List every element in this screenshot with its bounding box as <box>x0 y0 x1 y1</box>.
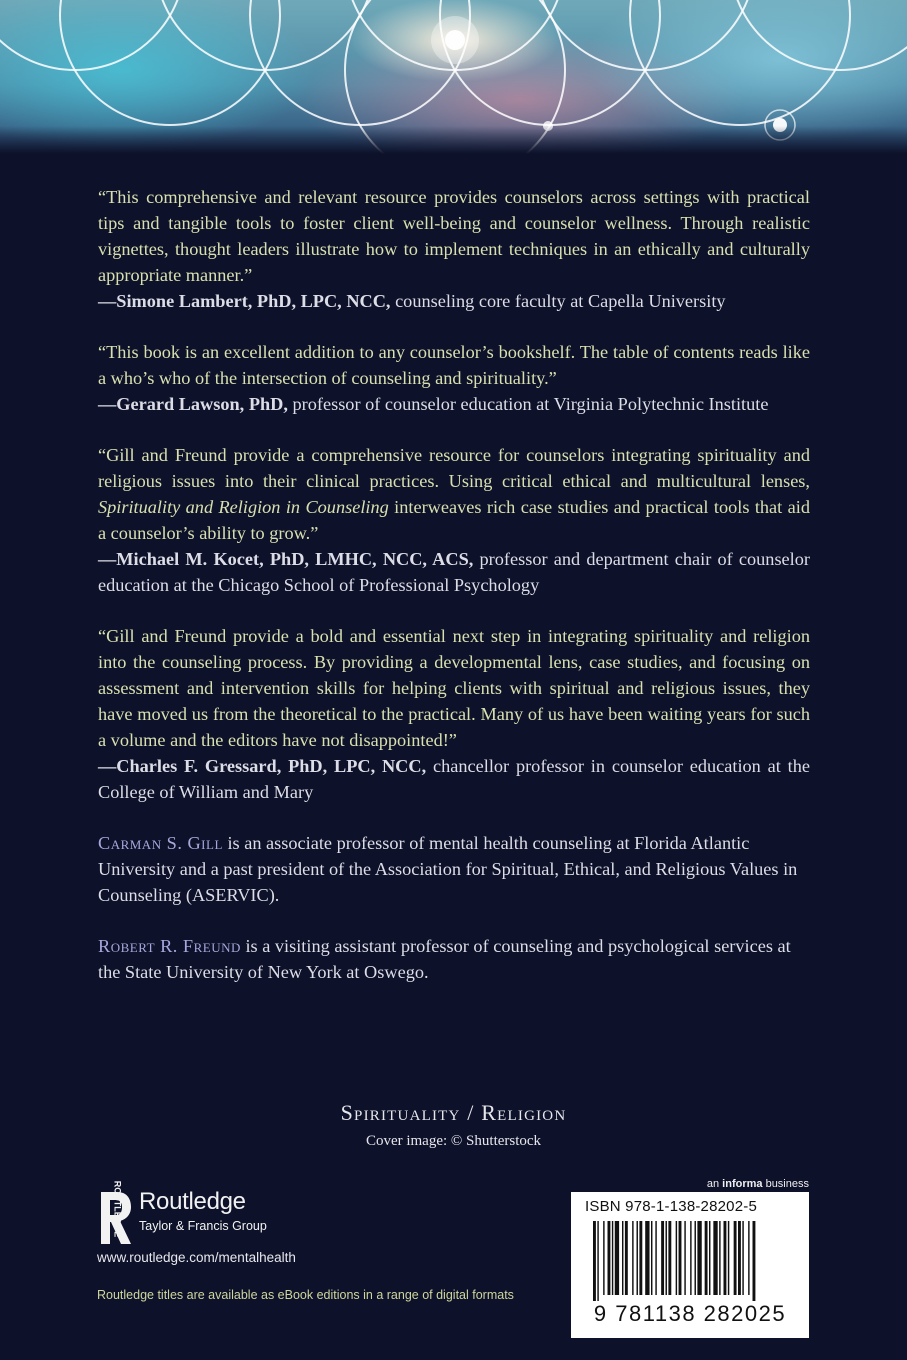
barcode-bar <box>728 1221 729 1295</box>
barcode-bar <box>593 1221 596 1301</box>
endorser-affiliation: chancellor professor in counselor education at the College of William and Mary <box>98 756 810 802</box>
barcode-bars <box>593 1221 787 1301</box>
routledge-vertical-mark: ROUTLEDGE <box>112 1180 123 1238</box>
endorser-name: —Gerard Lawson, PhD, <box>98 394 288 414</box>
barcode-bar <box>651 1221 652 1295</box>
barcode-bar <box>666 1221 667 1295</box>
isbn-label: ISBN 978-1-138-28202-5 <box>585 1198 758 1215</box>
editor-bio-2 <box>98 933 810 985</box>
publisher-logo <box>97 1180 417 1250</box>
book-title: Spirituality and Religion in Counseling <box>98 497 389 517</box>
decorative-banner <box>0 0 907 154</box>
endorsement-quote: “This book is an excellent addition to any counselor’s bookshelf. The table of contents reads like a who’s who of the intersection of counseling and spirituality.” <box>98 342 810 388</box>
barcode-bar <box>603 1221 604 1295</box>
editor-bio-1 <box>98 830 810 908</box>
barcode-bar <box>684 1221 685 1295</box>
endorser-affiliation: professor and department chair of counselor education at the Chicago School of Professional Psychology <box>98 549 810 595</box>
endorsement-2 <box>98 339 810 417</box>
barcode-bar <box>734 1221 737 1295</box>
endorsement-4 <box>98 623 810 805</box>
editor-name: Carman S. Gill <box>98 833 223 853</box>
endorsement-attribution <box>98 549 810 595</box>
barcode-bar <box>705 1221 708 1295</box>
endorser-name: —Charles F. Gressard, PhD, LPC, NCC, <box>98 756 427 776</box>
endorser-affiliation: counseling core faculty at Capella University <box>390 291 726 311</box>
barcode-bar <box>655 1221 656 1295</box>
editor-name: Robert R. Freund <box>98 936 241 956</box>
endorsement-3 <box>98 442 810 598</box>
endorser-name: —Michael M. Kocet, PhD, LMHC, NCC, ACS, <box>98 549 474 569</box>
quote-text-start: “Gill and Freund provide a comprehensive resource for counselors integrating spirituality and religious issues into their clinical practices. Using critical ethical and multicultural lenses, <box>98 445 810 491</box>
barcode-bar <box>676 1221 677 1295</box>
barcode-bar <box>632 1221 633 1295</box>
barcode-bar <box>645 1221 649 1295</box>
barcode-bar <box>668 1221 671 1295</box>
endorsement-quote <box>98 445 810 543</box>
endorsement-quote: “Gill and Freund provide a bold and essential next step in integrating spirituality and religion into the counseling process. By providing a developmental lens, case studies, and focusing on assessment and intervention skills for helping clients with spiritual and religious issues, they have moved us from the theoretical to the practical. Many of us have been waiting years for such a volume and the editors have not disappointed!” <box>98 626 810 750</box>
barcode-bar <box>615 1221 619 1295</box>
endorser-name: —Simone Lambert, PhD, LPC, NCC, <box>98 291 391 311</box>
informa-prefix: an <box>706 1178 723 1190</box>
barcode-bar <box>608 1221 611 1295</box>
isbn-barcode <box>571 1192 809 1338</box>
barcode-bar <box>612 1221 613 1295</box>
publisher-group: Taylor & Francis Group <box>139 1219 267 1233</box>
barcode-bar <box>719 1221 720 1295</box>
endorsement-attribution <box>98 291 726 311</box>
barcode-bar <box>742 1221 743 1295</box>
barcode-digits: 9 781138 282025 <box>593 1301 787 1326</box>
endorsement-attribution <box>98 756 810 802</box>
informa-suffix: business <box>762 1178 809 1190</box>
barcode-bar <box>597 1221 598 1301</box>
barcode-bar <box>738 1221 741 1295</box>
editor-bio-text: is an associate professor of mental health counseling at Florida Atlantic University and a past president of the Association for Spiritual, Ethical, and Religious Values in Counseling (ASERVIC). <box>98 833 798 905</box>
ebook-availability-note: Routledge titles are available as eBook editions in a range of digital formats <box>97 1288 514 1302</box>
barcode-bar <box>679 1221 682 1295</box>
cover-image-credit: Cover image: © Shutterstock <box>365 1133 542 1149</box>
informa-business-label <box>707 1178 809 1190</box>
publisher-name: Routledge <box>139 1188 246 1215</box>
quote-text-end: interweaves rich case studies and practical tools that aid a counselor’s ability to grow.” <box>98 497 810 543</box>
editor-bio-text: is a visiting assistant professor of counseling and psychological services at the State University of New York at Oswego. <box>98 936 791 982</box>
barcode-bar <box>753 1221 756 1301</box>
barcode-bar <box>695 1221 696 1295</box>
endorsement-1 <box>98 184 810 314</box>
barcode-bar <box>724 1221 727 1295</box>
barcode-bar <box>661 1221 664 1295</box>
barcode-bar <box>622 1221 623 1295</box>
barcode-bar <box>709 1221 710 1295</box>
barcode-bar <box>748 1221 749 1295</box>
barcode-bar <box>690 1221 691 1295</box>
endorsement-quote: “This comprehensive and relevant resource provides counselors across settings with practical tips and tangible tools to foster client well-being and counselor wellness. Through realistic vignettes, thought leaders illustrate how to implement techniques in an ethically and culturally appropriate manner.” <box>98 187 810 285</box>
blurb-content <box>98 184 810 1010</box>
barcode-bar <box>637 1221 638 1295</box>
barcode-bar <box>639 1221 642 1295</box>
barcode-bar <box>713 1221 717 1295</box>
barcode-bar <box>697 1221 701 1295</box>
subject-category: Spirituality / Religion <box>340 1100 567 1125</box>
barcode-bar <box>625 1221 628 1295</box>
endorser-affiliation: professor of counselor education at Virginia Polytechnic Institute <box>287 394 769 414</box>
informa-brand: informa <box>722 1178 763 1190</box>
endorsement-attribution <box>98 394 768 414</box>
publisher-url: www.routledge.com/mentalhealth <box>97 1250 296 1265</box>
